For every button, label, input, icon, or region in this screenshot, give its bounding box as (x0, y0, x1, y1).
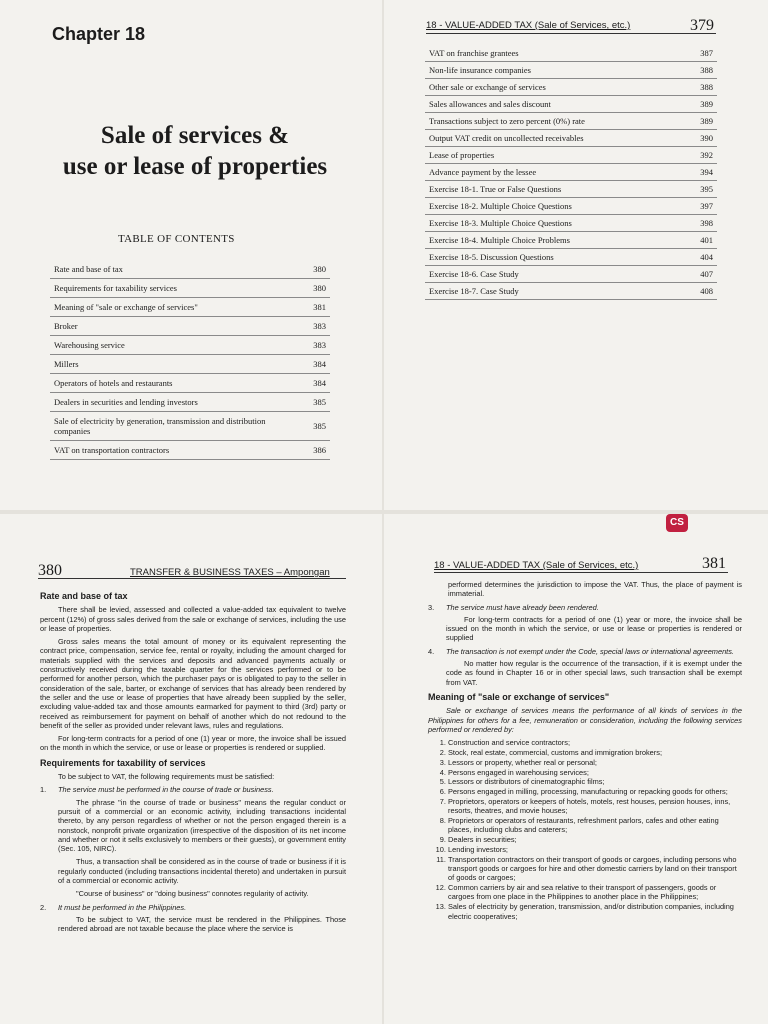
paragraph: "Course of business" or "doing business" connotes regularity of activity. (76, 889, 309, 899)
toc-entry-title: Non-life insurance companies (425, 62, 679, 79)
page-379 (384, 0, 768, 510)
toc-entry-title: VAT on franchise grantees (425, 45, 679, 62)
toc-entry-page: 389 (679, 96, 717, 113)
toc-entry-page: 398 (679, 215, 717, 232)
toc-entry-title: Broker (50, 317, 292, 336)
requirement-2: 2. It must be performed in the Philippines. (40, 902, 187, 912)
list-item: 9. Dealers in securities; (448, 835, 742, 844)
toc-row (50, 412, 330, 441)
page-380 (0, 514, 382, 1024)
paragraph: To be subject to VAT, the service must be rendered in the Philippines. Those rendered abroad are not taxable because the place where the service is (58, 914, 346, 934)
header-rule (426, 33, 716, 34)
paragraph: For long-term contracts for a period of one (1) year or more, the invoice shall be issued on the month in which the service, or use or lease or properties is rendered or supplied. (40, 734, 346, 753)
paragraph: There shall be levied, assessed and collected a value-added tax equivalent to twelve percent (12%) of gross sales derived from the sale or exchange of services, including the use or lease of properties. (40, 605, 346, 633)
toc-entry-title: Other sale or exchange of services (425, 79, 679, 96)
list-item: 2. Stock, real estate, commercial, customs and immigration brokers; (448, 748, 742, 757)
toc-entry-title: Exercise 18-3. Multiple Choice Questions (425, 215, 679, 232)
toc-entry-title: Requirements for taxability services (50, 279, 292, 298)
page-381 (384, 514, 768, 1024)
heading-rate-base: Rate and base of tax (40, 591, 128, 601)
chapter-title-line2: use or lease of properties (62, 153, 328, 180)
toc-entry-page: 380 (292, 260, 330, 279)
toc-entry-page: 395 (679, 181, 717, 198)
toc-row (50, 279, 330, 298)
toc-row (50, 374, 330, 393)
toc-entry-page: 408 (679, 283, 717, 300)
header-rule (38, 578, 346, 579)
toc-entry-page: 387 (679, 45, 717, 62)
toc-row (425, 147, 717, 164)
heading-meaning: Meaning of "sale or exchange of services" (428, 691, 610, 702)
requirement-4: 4. The transaction is not exempt under the Code, special laws or international agreements. (428, 646, 734, 656)
toc-entry-title: Exercise 18-6. Case Study (425, 266, 679, 283)
list-item: 13. Sales of electricity by generation, transmission, and/or distribution companies, including electric cooperatives; (448, 902, 742, 921)
chapter-title (40, 120, 350, 182)
running-head: TRANSFER & BUSINESS TAXES – Ampongan (130, 567, 330, 578)
chapter-label: Chapter 18 (52, 24, 146, 44)
toc-row (50, 260, 330, 279)
running-head: 18 - VALUE-ADDED TAX (Sale of Services, etc.) (434, 560, 639, 571)
toc-row (425, 96, 717, 113)
toc-row (50, 336, 330, 355)
paragraph: Thus, a transaction shall be considered as in the course of trade or business if it is regularly conducted (including transactions incidental thereto) and undertaken in pursuit of a commercial or economic activity. (58, 857, 346, 886)
requirement-3: 3. The service must have already been rendered. (428, 602, 599, 612)
toc-row (425, 232, 717, 249)
toc-row (425, 198, 717, 215)
paragraph: For long-term contracts for a period of one (1) year or more, the invoice shall be issued on the month in which the service, or use or lease or properties is rendered or supplied (446, 614, 742, 643)
list-item: 11. Transportation contractors on their transport of goods or cargoes, including persons who transport goods or cargoes for hire and other domestic carriers by land on their transport of goods or cargoes; (448, 855, 742, 883)
toc-entry-title: Meaning of "sale or exchange of services" (50, 298, 292, 317)
toc-entry-title: Output VAT credit on uncollected receivables (425, 130, 679, 147)
toc-entry-title: Exercise 18-4. Multiple Choice Problems (425, 232, 679, 249)
running-head: 18 - VALUE-ADDED TAX (Sale of Services, etc.) (426, 20, 631, 31)
list-item: 7. Proprietors, operators or keepers of hotels, motels, rest houses, pension houses, inns, resorts, theatres, and movie houses; (448, 797, 742, 816)
toc-entry-page: 385 (292, 412, 330, 441)
toc-entry-title: Millers (50, 355, 292, 374)
toc-entry-title: Exercise 18-2. Multiple Choice Questions (425, 198, 679, 215)
toc-entry-page: 385 (292, 393, 330, 412)
toc-row (50, 441, 330, 460)
toc-entry-page: 384 (292, 374, 330, 393)
toc-row (50, 317, 330, 336)
chapter-title-line1: Sale of services & (100, 122, 290, 149)
toc-entry-title: Advance payment by the lessee (425, 164, 679, 181)
toc-row (425, 249, 717, 266)
toc-entry-title: Warehousing service (50, 336, 292, 355)
paragraph: To be subject to VAT, the following requirements must be satisfied: (58, 772, 275, 782)
toc-entry-title: Exercise 18-5. Discussion Questions (425, 249, 679, 266)
toc-row (425, 283, 717, 300)
toc-entry-title: Exercise 18-7. Case Study (425, 283, 679, 300)
toc-entry-page: 388 (679, 79, 717, 96)
toc-row (50, 355, 330, 374)
toc-row (425, 79, 717, 96)
requirement-1: 1. The service must be performed in the course of trade or business. (40, 785, 274, 795)
toc-row (425, 181, 717, 198)
toc-entry-title: Operators of hotels and restaurants (50, 374, 292, 393)
toc-entry-title: Sale of electricity by generation, transmission and distribution companies (50, 412, 292, 441)
toc-entry-page: 404 (679, 249, 717, 266)
toc-row (425, 215, 717, 232)
toc-entry-title: Dealers in securities and lending investors (50, 393, 292, 412)
list-item: 4. Persons engaged in warehousing services; (448, 768, 742, 777)
page-number: 379 (690, 17, 714, 34)
toc-row (50, 298, 330, 317)
toc-row (425, 113, 717, 130)
toc-entry-title: Sales allowances and sales discount (425, 96, 679, 113)
body-text (428, 580, 742, 924)
toc-heading: TABLE OF CONTENTS (118, 233, 235, 245)
paragraph: Gross sales means the total amount of money or its equivalent representing the contract price, compensation, service fee, rental or royalty, including the amount charged for materials supplied with the services and deposits and advanced payments actually or constructively received during the taxable quarter for the services performed or to be performed for another person, which the purchaser pays or is obligated to pay to the seller in consideration of the sale, barter, or exchange of services that has already been rendered by the seller and the use or lease of properties that have already been supplied by the seller, excluding value-added tax and those amounts earmarked for payment to third (3rd) party or received as reimbursement for payment on behalf of another which do not redound to the benefit of the seller as provided under relevant laws, rules and regulations. (40, 637, 346, 730)
list-item: 10. Lending investors; (448, 845, 742, 854)
camscanner-badge: CS (666, 514, 688, 532)
list-item: 5. Lessors or distributors of cinematographic films; (448, 777, 742, 786)
page-chapter-title (0, 0, 382, 510)
toc-row (50, 393, 330, 412)
toc-entry-title: VAT on transportation contractors (50, 441, 292, 460)
toc-entry-page: 392 (679, 147, 717, 164)
list-item: 6. Persons engaged in milling, processing, manufacturing or repacking goods for others; (448, 787, 742, 796)
paragraph: performed determines the jurisdiction to impose the VAT. Thus, the place of payment is immaterial. (448, 580, 742, 599)
services-list (428, 738, 742, 921)
header-rule (434, 572, 728, 573)
toc-entry-page: 389 (679, 113, 717, 130)
toc-row (425, 266, 717, 283)
paragraph: The phrase "in the course of trade or business" means the regular conduct or pursuit of a commercial or an economic activity, including transactions incidental thereto, by any person regardless of whether or not the person engaged therein is a nonstock, nonprofit private organization (irrespective of the disposition of its net income and whether or not it sells exclusively to members or their guests), or government entity (Sec. 105, NIRC). (58, 797, 346, 854)
toc-entry-page: 394 (679, 164, 717, 181)
toc-entry-page: 390 (679, 130, 717, 147)
list-item: 8. Proprietors or operators of restaurants, refreshment parlors, cafes and other eating places, including clubs and caterers; (448, 816, 742, 835)
toc-row (425, 130, 717, 147)
toc-entry-title: Transactions subject to zero percent (0%) rate (425, 113, 679, 130)
toc-entry-page: 386 (292, 441, 330, 460)
toc-entry-page: 383 (292, 336, 330, 355)
toc-row (425, 62, 717, 79)
toc-entry-page: 388 (679, 62, 717, 79)
list-item: 1. Construction and service contractors; (448, 738, 742, 747)
toc-entry-page: 381 (292, 298, 330, 317)
page-number: 381 (702, 555, 726, 572)
body-text (40, 586, 346, 938)
toc-entry-title: Rate and base of tax (50, 260, 292, 279)
toc-entry-page: 401 (679, 232, 717, 249)
toc-entry-title: Lease of properties (425, 147, 679, 164)
toc-entry-page: 383 (292, 317, 330, 336)
toc-row (425, 45, 717, 62)
heading-requirements: Requirements for taxability of services (40, 757, 206, 768)
table-of-contents-continued (425, 45, 717, 300)
toc-entry-page: 380 (292, 279, 330, 298)
toc-entry-page: 407 (679, 266, 717, 283)
list-item: 12. Common carriers by air and sea relative to their transport of passengers, goods or cargoes from one place in the Philippines to another place in the Philippines; (448, 883, 742, 902)
toc-row (425, 164, 717, 181)
paragraph: Sale or exchange of services means the performance of all kinds of services in the Philippines for others for a fee, remuneration or consideration, including the following services performed or rendered by: (428, 706, 742, 734)
toc-entry-title: Exercise 18-1. True or False Questions (425, 181, 679, 198)
toc-entry-page: 384 (292, 355, 330, 374)
page-number: 380 (38, 562, 62, 579)
paragraph: No matter how regular is the occurrence of the transaction, if it is exempt under the code as found in Chapter 16 or in other special laws, such transaction shall be exempt from VAT. (446, 659, 742, 687)
table-of-contents (50, 260, 330, 460)
list-item: 3. Lessors or property, whether real or personal; (448, 758, 742, 767)
toc-entry-page: 397 (679, 198, 717, 215)
